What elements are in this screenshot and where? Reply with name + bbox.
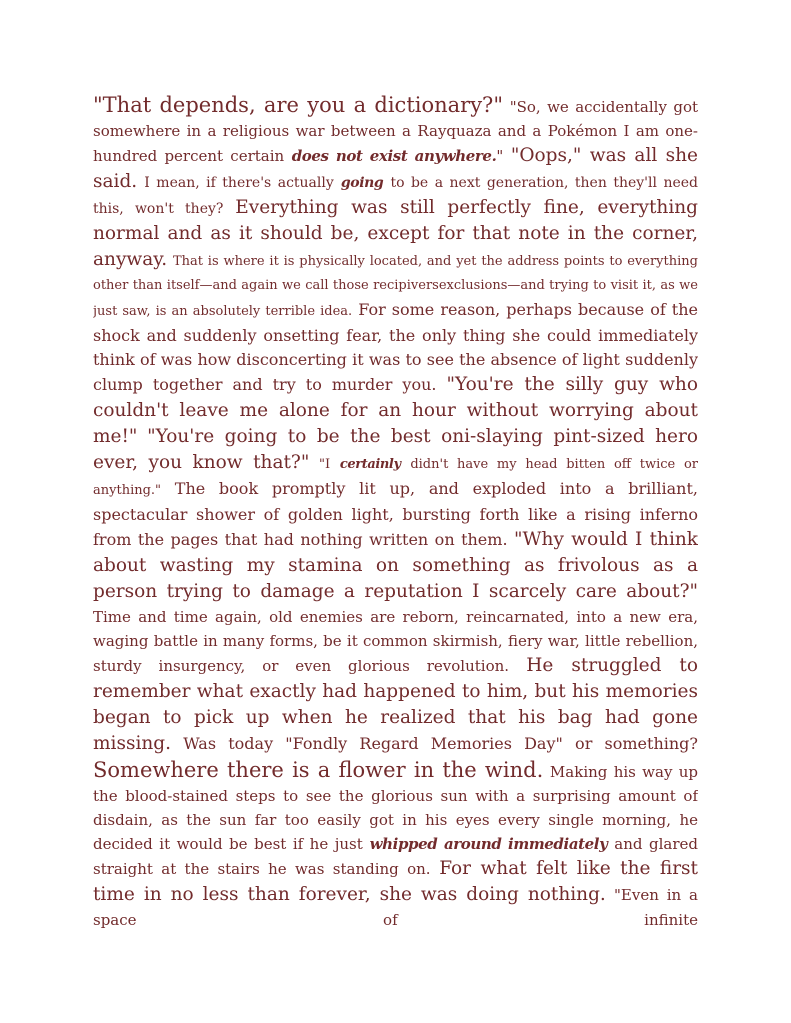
text-fragment: didn't have my head bitten off twice or anything." (93, 457, 698, 498)
text-fragment: Making his way up the blood-stained steps to see the glorious sun with a surprising amount of disdain, as the sun far too easily got in his eyes every single morning, he decided it would be best if he just (93, 763, 698, 853)
text-fragment: Everything was still perfectly fine, everything normal and as it should be, except for that note in the corner, anyway. (93, 197, 698, 270)
text-fragment: For some reason, perhaps because of the shock and suddenly onsetting fear, the only thing she could immediately think of was how disconcerting it was to see the absence of light suddenly clump together and try to murder you. (93, 300, 698, 394)
text-fragment: He struggled to remember what exactly had happened to him, but his memories began to pick up when he realized that his bag had gone missing. (93, 655, 698, 754)
text-fragment: "I (319, 457, 331, 472)
document-page (93, 92, 698, 992)
text-fragment: "So, we accidentally got somewhere in a religious war between a Rayquaza and a Pokémon I am one-hundred percent certain (93, 98, 698, 165)
text-fragment: Time and time again, old enemies are reborn, reincarnated, into a new era, waging battle in many forms, be it common skirmish, fiery war, little rebellion, sturdy insurgency, or even glorious revolution. (93, 608, 698, 675)
text-fragment: and glared straight at the stairs he was standing on. (93, 835, 698, 878)
text-fragment: "That depends, are you a dictionary?" (93, 93, 503, 117)
text-fragment: " (496, 147, 504, 165)
text-fragment: For what felt like the first time in no less than forever, she was doing nothing. (93, 858, 698, 905)
text-fragment: Somewhere there is a flower in the wind. (93, 758, 544, 782)
text-fragment: "You're going to be the best oni-slaying pint-sized hero ever, you know that?" (93, 426, 698, 473)
emphasized-text: whipped around immediately (369, 835, 608, 853)
text-fragment: to be a next generation, then they'll need this, won't they? (93, 175, 698, 217)
text-fragment: Was today "Fondly Regard Memories Day" or something? (183, 734, 698, 753)
body-text (93, 92, 698, 932)
emphasized-text: going (340, 175, 384, 191)
emphasized-text: does not exist anywhere. (291, 147, 497, 165)
text-fragment: "Why would I think about wasting my stamina on something as frivolous as a person trying to damage a reputation I scarcely care about?" (93, 529, 698, 602)
text-fragment: "You're the silly guy who couldn't leave me alone for an hour without worrying about me!" (93, 374, 698, 447)
text-fragment: "Oops," was all she said. (93, 145, 698, 192)
text-fragment: I mean, if there's actually (144, 175, 334, 191)
text-fragment: "Even in a space of infinite (93, 886, 698, 929)
text-fragment: That is where it is physically located, and yet the address points to everything other than itself—and again we call those recipiversexclusions—and trying to visit it, as we just saw, is an absolutely terrible idea. (93, 254, 698, 319)
text-fragment: The book promptly lit up, and exploded into a brilliant, spectacular shower of golden light, bursting forth like a rising inferno from the pages that had nothing written on them. (93, 479, 698, 549)
emphasized-text: certainly (339, 457, 401, 472)
